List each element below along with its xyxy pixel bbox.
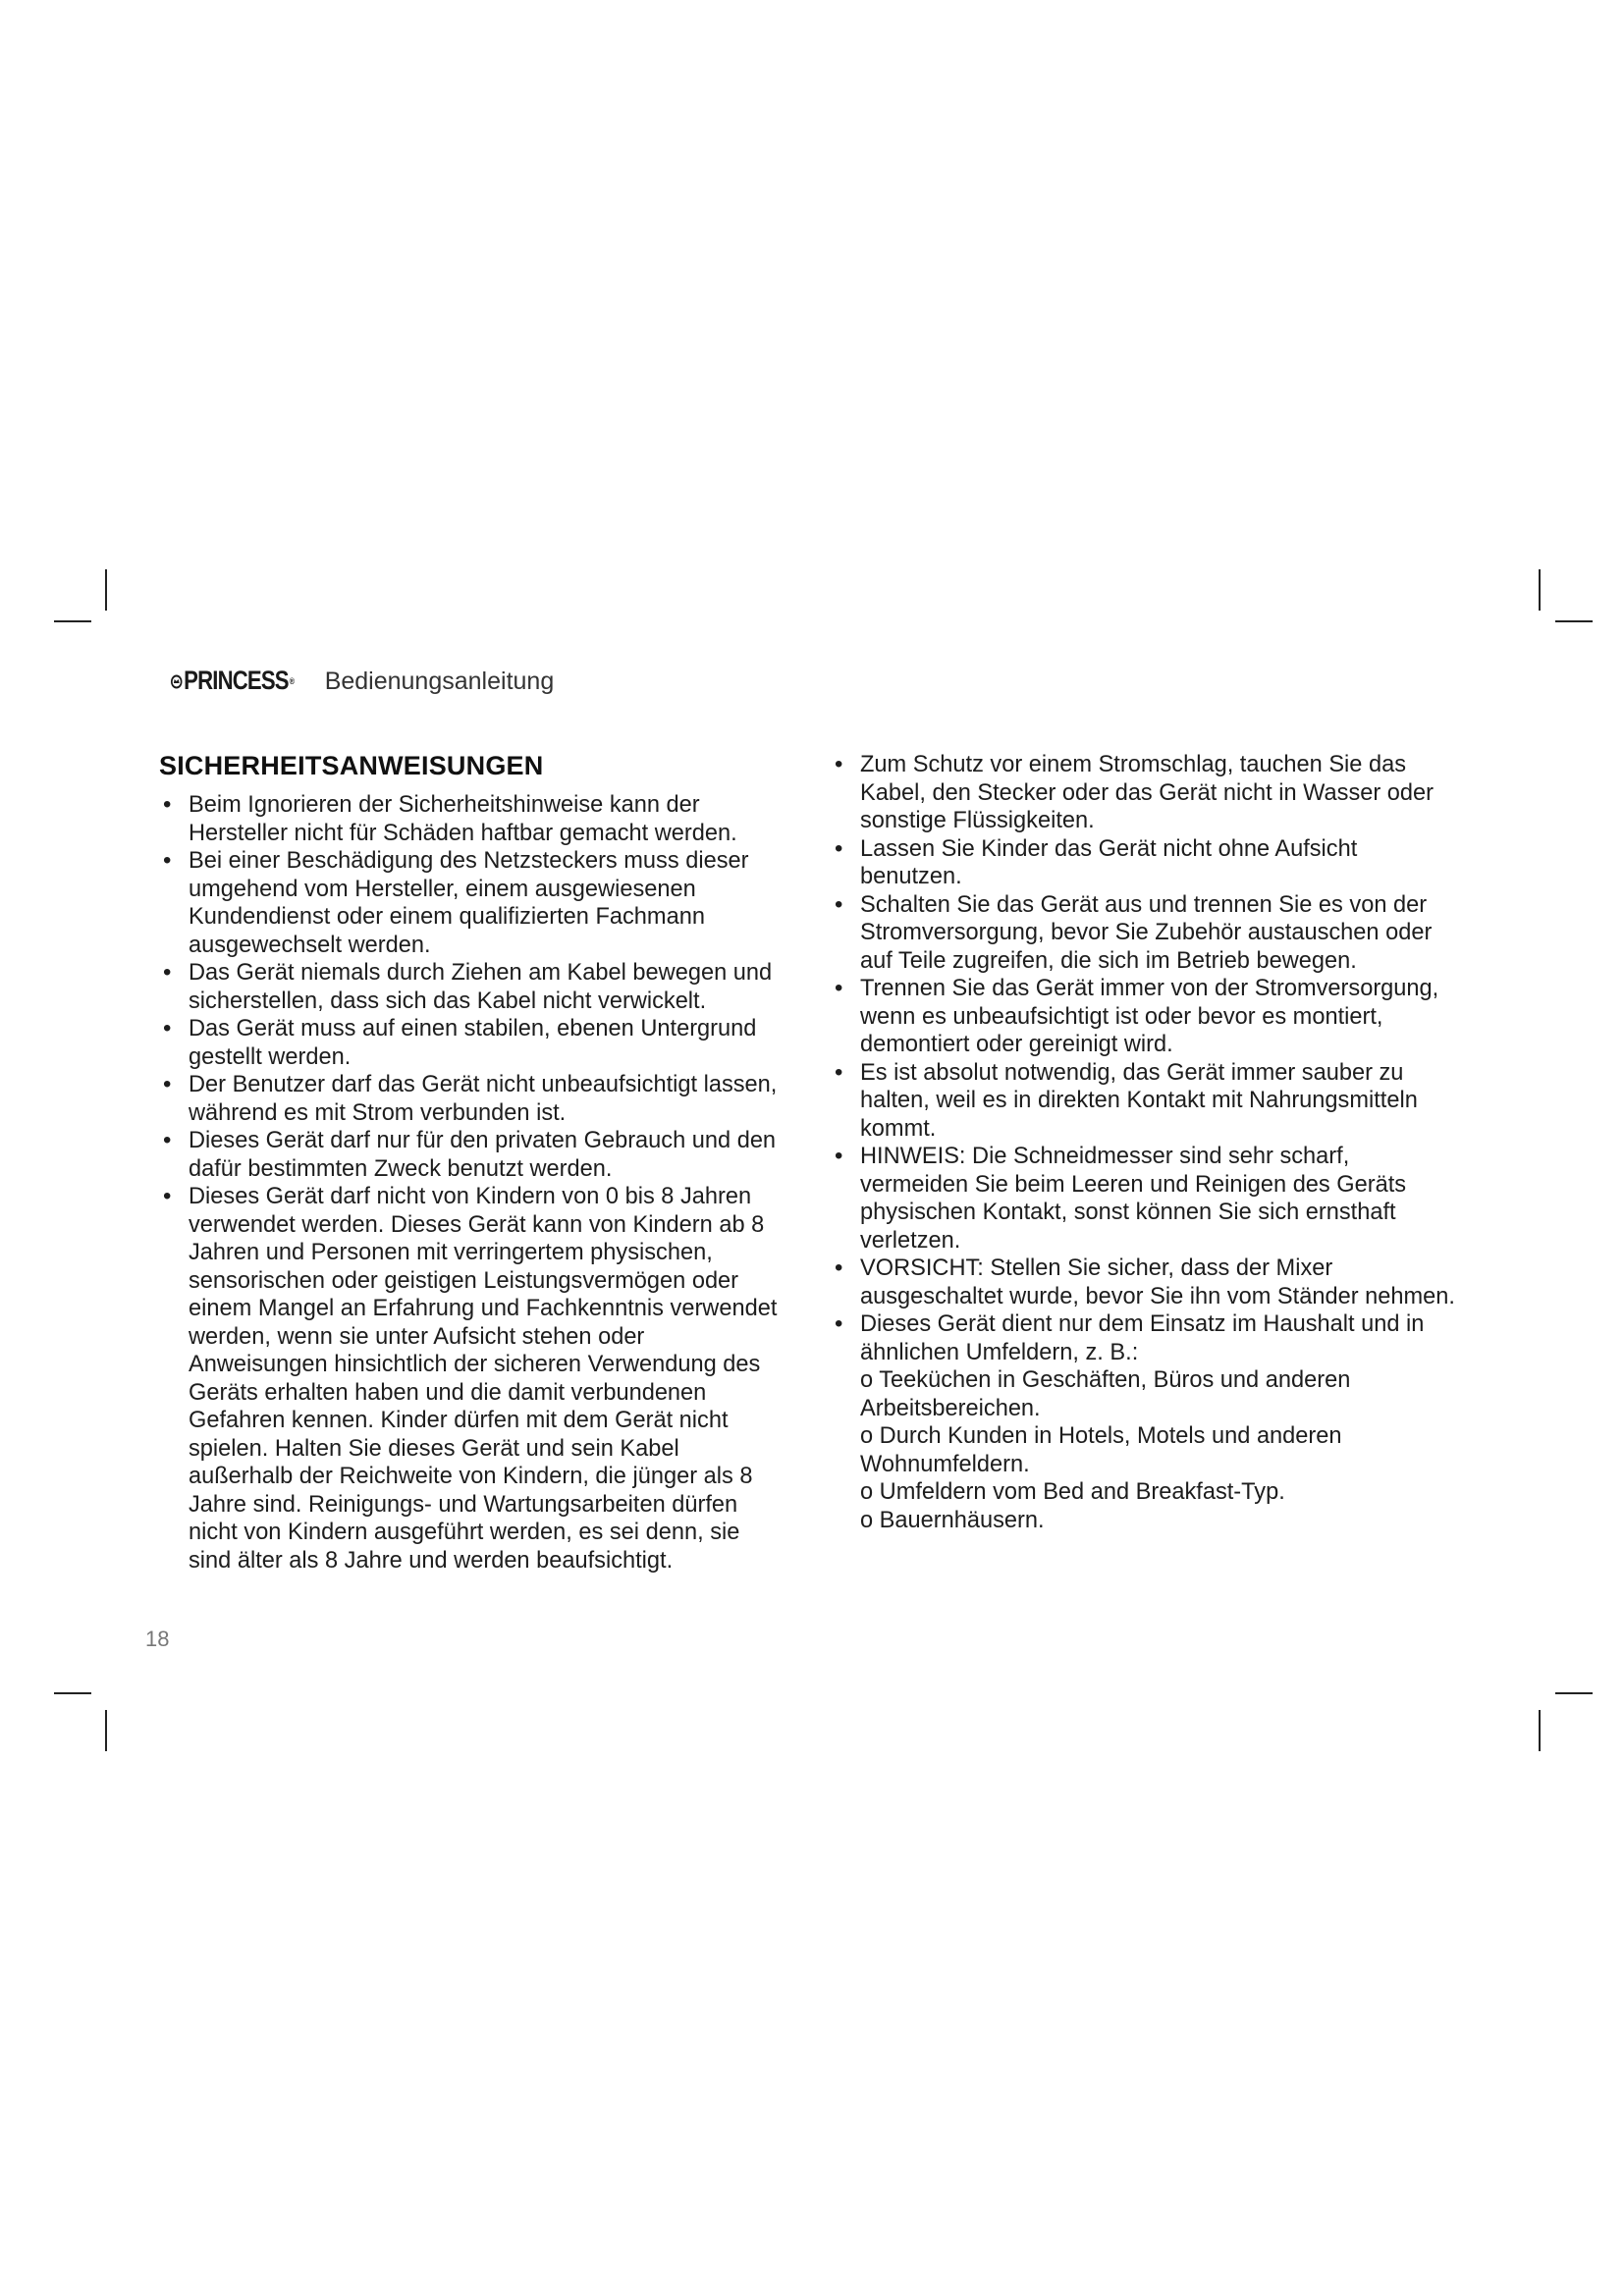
list-item: • Dieses Gerät darf nur für den privaten Gebrauch und den dafür bestimmten Zweck benutzt werden. (159, 1127, 787, 1183)
left-column (159, 750, 787, 1575)
list-item: • Lassen Sie Kinder das Gerät nicht ohne Aufsicht benutzen. (831, 835, 1459, 891)
crop-mark-top-right-vertical (1539, 569, 1541, 611)
household-use-subitem: o Teeküchen in Geschäften, Büros und anderen Arbeitsbereichen. (860, 1367, 1351, 1421)
document-title: Bedienungsanleitung (324, 667, 555, 695)
brand-name: PRINCESS (184, 666, 289, 695)
list-item: • Es ist absolut notwendig, das Gerät immer sauber zu halten, weil es in direkten Kontakt mit Nahrungsmitteln kommt. (831, 1059, 1459, 1144)
crop-mark-top-left-horizontal (54, 620, 91, 622)
princess-logo: PRINCESS ® (171, 666, 294, 696)
list-item: • Bei einer Beschädigung des Netzsteckers muss dieser umgehend vom Hersteller, einem ausgewiesenen Kundendienst oder einem qualifizierten Fachmann ausgewechselt werden. (159, 847, 787, 959)
household-use-subitem: o Umfeldern vom Bed and Breakfast-Typ. (860, 1479, 1285, 1505)
list-item: • Das Gerät muss auf einen stabilen, ebenen Untergrund gestellt werden. (159, 1015, 787, 1071)
list-item: • Trennen Sie das Gerät immer von der Stromversorgung, wenn es unbeaufsichtigt ist oder bevor es montiert, demontiert oder gereinigt wird. (831, 975, 1459, 1059)
crown-icon (171, 673, 182, 689)
list-item: • Beim Ignorieren der Sicherheitshinweise kann der Hersteller nicht für Schäden haftbar gemacht werden. (159, 791, 787, 847)
crop-mark-top-left-vertical (105, 569, 107, 611)
crop-mark-bottom-right-horizontal (1555, 1692, 1593, 1694)
crop-mark-bottom-left-horizontal (54, 1692, 91, 1694)
page-header (171, 666, 554, 696)
crop-mark-top-right-horizontal (1555, 620, 1593, 622)
household-use-intro: • Dieses Gerät dient nur dem Einsatz im Haushalt und in ähnlichen Umfeldern, z. B.: (860, 1311, 1425, 1365)
page-number: 18 (145, 1627, 170, 1651)
list-item: • Das Gerät niemals durch Ziehen am Kabel bewegen und sicherstellen, dass sich das Kabel nicht verwickelt. (159, 959, 787, 1015)
list-item: • Zum Schutz vor einem Stromschlag, tauchen Sie das Kabel, den Stecker oder das Gerät nicht in Wasser oder sonstige Flüssigkeiten. (831, 751, 1459, 835)
safety-list-left (159, 791, 787, 1575)
list-item-household-use (831, 1310, 1459, 1534)
section-title: SICHERHEITSANWEISUNGEN (159, 751, 544, 780)
list-item: • Schalten Sie das Gerät aus und trennen Sie es von der Stromversorgung, bevor Sie Zubehör austauschen oder auf Teile zugreifen, die sich im Betrieb bewegen. (831, 891, 1459, 976)
crop-mark-bottom-right-vertical (1539, 1710, 1541, 1751)
crop-mark-bottom-left-vertical (105, 1710, 107, 1751)
list-item: • Der Benutzer darf das Gerät nicht unbeaufsichtigt lassen, während es mit Strom verbunden ist. (159, 1071, 787, 1127)
right-column (831, 751, 1459, 1534)
household-use-subitem: o Bauernhäusern. (860, 1507, 1045, 1533)
household-use-subitem: o Durch Kunden in Hotels, Motels und anderen Wohnumfeldern. (860, 1423, 1342, 1477)
list-item: • Dieses Gerät darf nicht von Kindern von 0 bis 8 Jahren verwendet werden. Dieses Gerät kann von Kindern ab 8 Jahren und Personen mit verringertem physischen, sensorischen oder geistigen Leistungsvermögen oder einem Mangel an Erfahrung und Fachkenntnis verwendet werden, wenn sie unter Aufsicht stehen oder Anweisungen hinsichtlich der sicheren Verwendung des Geräts erhalten haben und die damit verbundenen Gefahren kennen. Kinder dürfen mit dem Gerät nicht spielen. Halten Sie dieses Gerät und sein Kabel außerhalb der Reichweite von Kindern, die jünger als 8 Jahre sind. Reinigungs- und Wartungsarbeiten dürfen nicht von Kindern ausgeführt werden, es sei denn, sie sind älter als 8 Jahre und werden beaufsichtigt. (159, 1183, 787, 1575)
safety-list-right (831, 751, 1459, 1534)
list-item: • VORSICHT: Stellen Sie sicher, dass der Mixer ausgeschaltet wurde, bevor Sie ihn vom Ständer nehmen. (831, 1255, 1459, 1310)
list-item: • HINWEIS: Die Schneidmesser sind sehr scharf, vermeiden Sie beim Leeren und Reinigen des Geräts physischen Kontakt, sonst können Sie sich ernsthaft verletzen. (831, 1143, 1459, 1255)
